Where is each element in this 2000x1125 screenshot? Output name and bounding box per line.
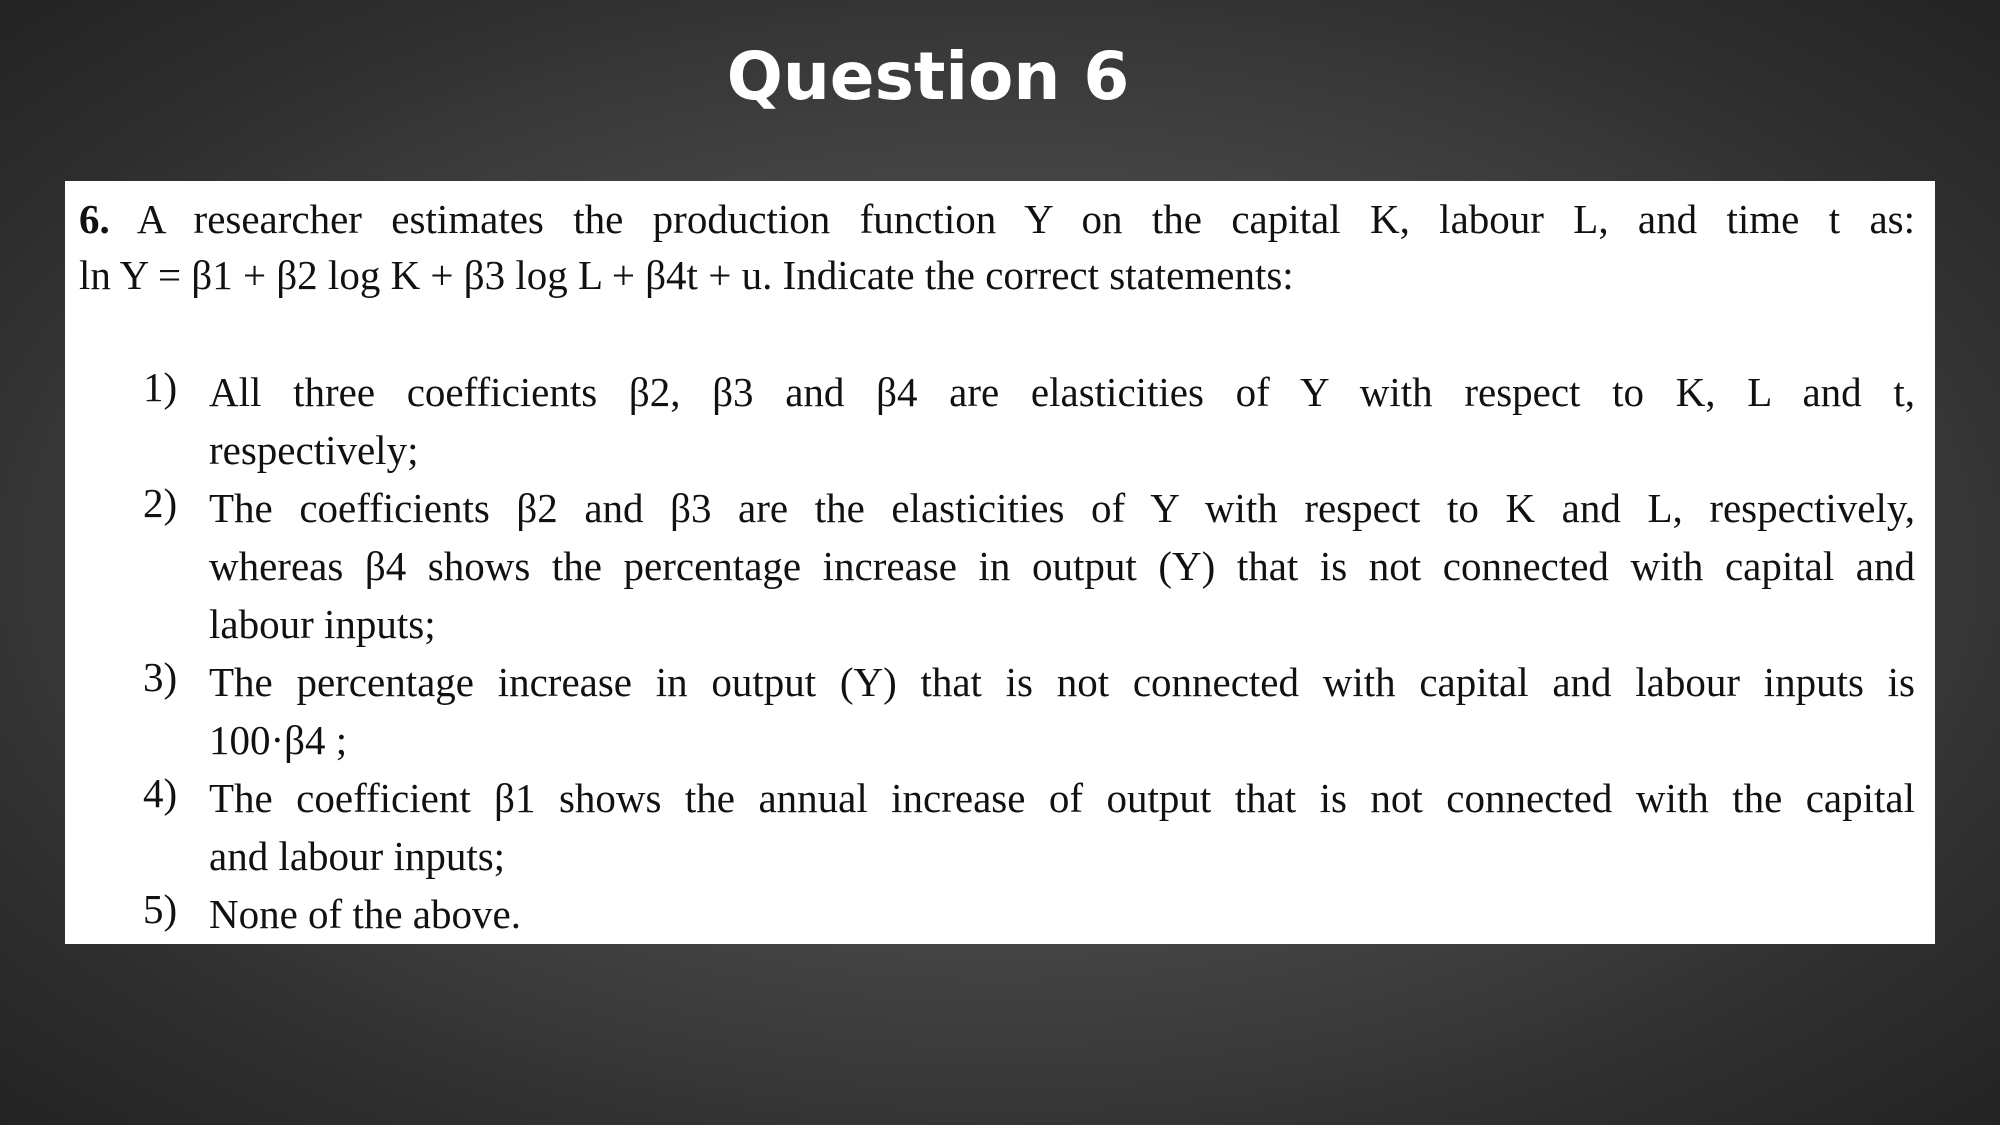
slide-title: Question 6 xyxy=(726,38,1130,115)
option-line: The percentage increase in output (Y) that is not connected with capital and labour inputs is xyxy=(209,659,1915,705)
question-stem xyxy=(79,191,1915,247)
option-line: The coefficients β2 and β3 are the elasticities of Y with respect to K and L, respectively, xyxy=(209,485,1915,531)
equation-line xyxy=(79,247,1915,303)
option-5 xyxy=(79,885,1915,943)
option-line: and labour inputs; xyxy=(209,833,506,879)
option-3 xyxy=(79,653,1915,769)
option-number: 3) xyxy=(143,654,178,700)
stem-line-1: A researcher estimates the production function Y on the capital K, labour L, and time t as: xyxy=(136,196,1915,242)
option-number: 2) xyxy=(143,480,178,526)
option-4 xyxy=(79,769,1915,885)
option-number: 4) xyxy=(143,770,178,816)
question-number: 6. xyxy=(79,196,110,242)
option-number: 1) xyxy=(143,364,178,410)
spacer xyxy=(79,303,1915,363)
question-panel xyxy=(65,181,1935,944)
option-line: labour inputs; xyxy=(209,601,436,647)
option-line: None of the above. xyxy=(209,891,521,937)
option-number: 5) xyxy=(143,886,178,932)
option-line: respectively; xyxy=(209,427,419,473)
option-line: The coefficient β1 shows the annual increase of output that is not connected with the capital xyxy=(209,775,1915,821)
instruction: . Indicate the correct statements: xyxy=(762,252,1294,298)
option-line: whereas β4 shows the percentage increase in output (Y) that is not connected with capital and xyxy=(209,543,1915,589)
equation: ln Y = β1 + β2 log K + β3 log L + β4t + u xyxy=(79,252,763,298)
option-2 xyxy=(79,479,1915,653)
option-line: All three coefficients β2, β3 and β4 are elasticities of Y with respect to K, L and t, xyxy=(209,369,1915,415)
option-line: 100·β4 ; xyxy=(209,717,348,763)
option-1 xyxy=(79,363,1915,479)
